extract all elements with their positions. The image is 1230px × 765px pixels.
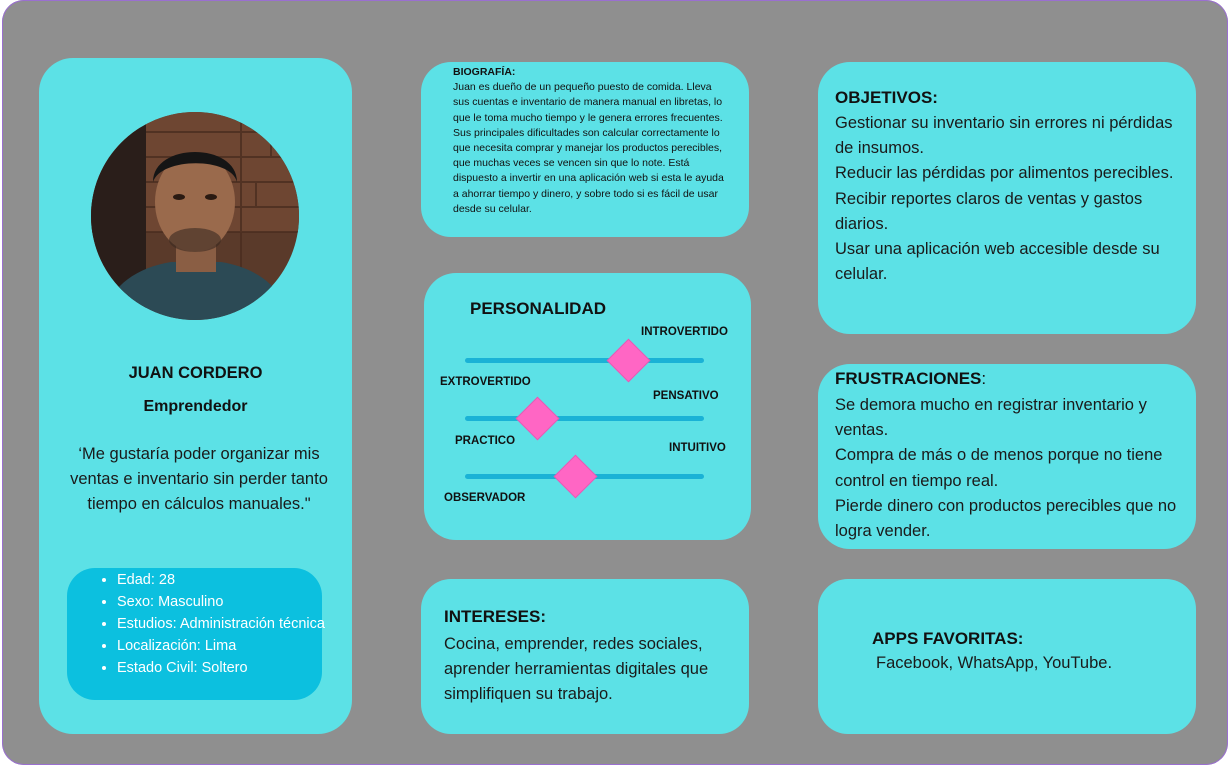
interests-card	[421, 579, 749, 734]
objectives-list	[835, 111, 1190, 287]
frustrations-heading	[835, 369, 986, 389]
apps-card	[818, 579, 1196, 734]
biography-content	[453, 65, 728, 217]
slider-knob-observador-intuitivo	[554, 455, 598, 499]
personality-title: PERSONALIDAD	[470, 299, 607, 318]
objectives-card	[818, 62, 1196, 334]
trait-extrovertido: EXTROVERTIDO	[440, 376, 531, 388]
slider-practico-pensativo	[465, 416, 704, 421]
fact-studies: • Estudios: Administración técnica	[117, 613, 362, 635]
profile-card	[39, 58, 352, 734]
trait-intuitivo: INTUITIVO	[669, 442, 726, 454]
slider-knob-practico-pensativo	[515, 397, 559, 441]
biography-card	[421, 62, 749, 237]
objective-item: Reducir las pérdidas por alimentos perecibles.	[835, 164, 1174, 183]
fact-sex: • Sexo: Masculino	[117, 591, 362, 613]
trait-practico: PRACTICO	[455, 435, 516, 447]
objectives-title: OBJETIVOS:	[835, 88, 938, 107]
frustration-item: Compra de más o de menos porque no tiene control en tiempo real.	[835, 446, 1163, 490]
trait-introvertido: INTROVERTIDO	[641, 326, 728, 338]
objective-item: Gestionar su inventario sin errores ni pérdidas de insumos.	[835, 114, 1173, 158]
persona-quote: ‘Me gustaría poder organizar mis ventas e inventario sin perder tanto tiempo en cálculos manuales."	[70, 445, 328, 513]
slider-knob-extro-intro	[606, 339, 650, 383]
fact-civil-status: • Estado Civil: Soltero	[117, 657, 362, 679]
frustrations-title: FRUSTRACIONES	[835, 369, 982, 388]
interests-text: Cocina, emprender, redes sociales, aprender herramientas digitales que simplifiquen su trabajo.	[444, 635, 709, 703]
interests-title: INTERESES:	[444, 607, 547, 626]
objective-item: Recibir reportes claros de ventas y gastos diarios.	[835, 189, 1143, 233]
frustrations-list	[835, 393, 1197, 544]
persona-facts	[67, 568, 325, 700]
trait-observador: OBSERVADOR	[444, 492, 526, 504]
frustrations-colon: :	[981, 369, 987, 388]
objective-item: Usar una aplicación web accesible desde su celular.	[835, 240, 1160, 284]
fact-age: • Edad: 28	[117, 569, 362, 591]
biography-title: BIOGRAFÍA:	[453, 66, 516, 78]
persona-role: Emprendedor	[143, 398, 248, 415]
trait-pensativo: PENSATIVO	[653, 390, 719, 402]
fact-location: • Localización: Lima	[117, 635, 362, 657]
profile-photo	[91, 112, 299, 320]
frustrations-card	[818, 364, 1196, 549]
facts-list	[67, 569, 362, 679]
apps-text: Facebook, WhatsApp, YouTube.	[876, 654, 1113, 672]
frustration-item: Se demora mucho en registrar inventario y ventas.	[835, 396, 1147, 440]
persona-name: JUAN CORDERO	[128, 364, 263, 382]
frustration-item: Pierde dinero con productos perecibles que no logra vender.	[835, 496, 1177, 541]
biography-text: Juan es dueño de un pequeño puesto de comida. Lleva sus cuentas e inventario de manera manual en libretas, lo que le toma mucho tiempo y le genera errores frecuentes. Sus principales dificultades son calcular correctamente lo que necesita comprar y manejar los productos perecibles, que muchas veces se vencen sin que lo note. Está dispuesto a invertir en una aplicación web si esta le ayuda a ahorrar tiempo y dinero, y sobre todo si es fácil de usar desde su celular.	[453, 81, 724, 215]
personality-card	[424, 273, 751, 540]
persona-canvas	[2, 0, 1228, 765]
apps-title: APPS FAVORITAS:	[872, 629, 1024, 648]
slider-extro-intro	[465, 358, 704, 363]
